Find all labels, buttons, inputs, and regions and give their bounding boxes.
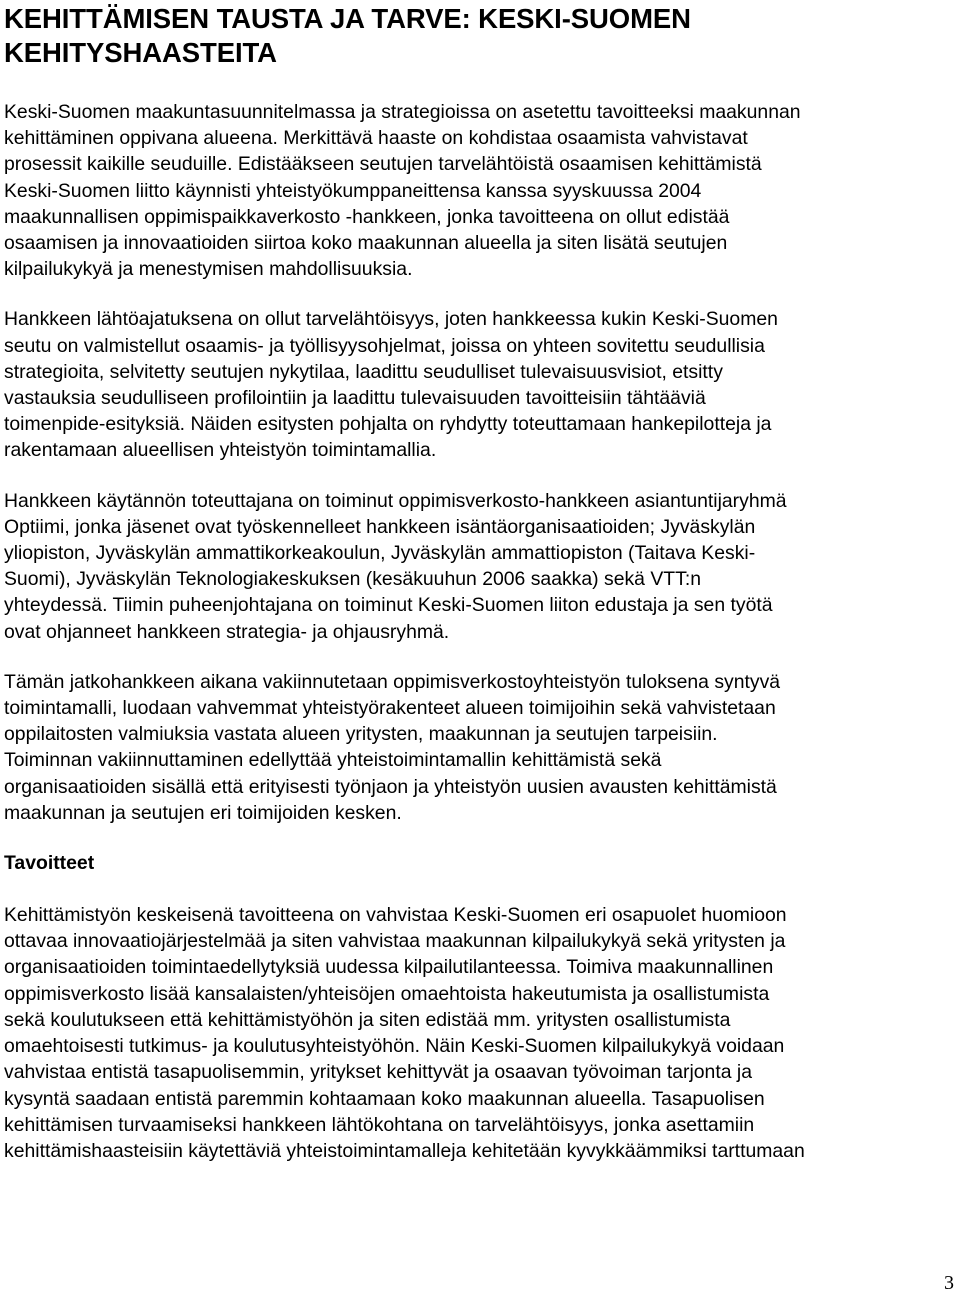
document-page bbox=[4, 0, 956, 1164]
text-line: kilpailukykyä ja menestymisen mahdollisuuksia. bbox=[4, 258, 413, 281]
text-line: Suomi), Jyväskylän Teknologiakeskuksen (kesäkuuhun 2006 saakka) sekä VTT:n bbox=[4, 568, 701, 591]
text-line: kysyntä saadaan entistä paremmin kohtaamaan koko maakunnan alueella. Tasapuolisen bbox=[4, 1087, 765, 1110]
subheading-goals: Tavoitteet bbox=[4, 852, 95, 875]
text-line: organisaatioiden sisällä että erityisesti työnjaon ja yhteistyön uusien avausten kehittämistä bbox=[4, 775, 777, 798]
text-line: oppilaitosten valmiuksia vastata alueen yritysten, maakunnan ja seutujen tarpeisiin. bbox=[4, 723, 718, 746]
text-line: ottavaa innovaatiojärjestelmää ja siten vahvistaa maakunnan kilpailukykyä sekä yritysten ja bbox=[4, 930, 786, 953]
text-line: Toiminnan vakiinnuttaminen edellyttää yhteistoimintamallin kehittämistä sekä bbox=[4, 749, 662, 772]
paragraph-implementation bbox=[4, 488, 956, 645]
text-line: osaamisen ja innovaatioiden siirtoa koko maakunnan alueella ja siten lisätä seutujen bbox=[4, 232, 728, 255]
text-line: oppimisverkosto lisää kansalaisten/yhteisöjen omaehtoista hakeutumista ja osallistumista bbox=[4, 982, 770, 1005]
paragraph-starting-point bbox=[4, 306, 956, 463]
text-line: yliopiston, Jyväskylän ammattikorkeakoulun, Jyväskylän ammattiopiston (Taitava Keski- bbox=[4, 542, 756, 565]
text-line: Keski-Suomen liitto käynnisti yhteistyökumppaneittensa kanssa syyskuussa 2004 bbox=[4, 179, 702, 202]
text-line: prosessit kaikille seuduille. Edistääkseen seutujen tarvelähtöistä osaamisen kehittämistä bbox=[4, 153, 762, 176]
text-line: kehittämisen turvaamiseksi hankkeen lähtökohtana on tarvelähtöisyys, jonka asettamiin bbox=[4, 1113, 755, 1136]
text-line: vastauksia seudulliseen profilointiin ja laadittu tulevaisuuden tavoitteisiin tähtääviä bbox=[4, 387, 706, 410]
text-line: maakunnan ja seutujen eri toimijoiden kesken. bbox=[4, 801, 402, 824]
text-line: Keski-Suomen maakuntasuunnitelmassa ja strategioissa on asetettu tavoitteeksi maakunnan bbox=[4, 101, 801, 123]
heading-line: KEHITTÄMISEN TAUSTA JA TARVE: KESKI-SUOMEN bbox=[4, 3, 691, 34]
heading-line: KEHITYSHAASTEITA bbox=[4, 37, 277, 68]
text-line: seutu on valmistellut osaamis- ja työllisyysohjelmat, joissa on yhteen sovitettu seudullisia bbox=[4, 334, 765, 357]
text-line: omaehtoisesti tutkimus- ja koulutusyhteistyöhön. Näin Keski-Suomen kilpailukykyä voidaan bbox=[4, 1035, 785, 1058]
text-line: toimenpide-esityksiä. Näiden esitysten pohjalta on ryhdytty toteuttamaan hankepilotteja ja bbox=[4, 413, 772, 436]
section-heading bbox=[4, 2, 956, 70]
text-line: organisaatioiden toimintaedellytyksiä uudessa kilpailutilanteessa. Toimiva maakunnallinen bbox=[4, 956, 774, 979]
text-line: Hankkeen käytännön toteuttajana on toiminut oppimisverkosto-hankkeen asiantuntijaryhmä bbox=[4, 489, 787, 512]
text-line: vahvistaa entistä tasapuolisemmin, yritykset kehittyvät ja osaavan työvoiman tarjonta ja bbox=[4, 1061, 752, 1084]
text-line: sekä koulutukseen että kehittämistyöhön ja siten edistää mm. yritysten osallistumista bbox=[4, 1008, 731, 1031]
text-line: kehittäminen oppivana alueena. Merkittävä haaste on kohdistaa osaamista vahvistavat bbox=[4, 127, 748, 150]
text-line: Kehittämistyön keskeisenä tavoitteena on vahvistaa Keski-Suomen eri osapuolet huomioon bbox=[4, 904, 787, 927]
text-line: ovat ohjanneet hankkeen strategia- ja ohjausryhmä. bbox=[4, 620, 450, 643]
paragraph-continuation bbox=[4, 669, 956, 826]
page-number: 3 bbox=[944, 1272, 954, 1294]
text-line: Optiimi, jonka jäsenet ovat työskennelleet hankkeen isäntäorganisaatioiden; Jyväskylän bbox=[4, 515, 756, 538]
text-line: strategioita, selvitetty seutujen nykytilaa, laadittu seudulliset tulevaisuusvisiot, etsitty bbox=[4, 360, 723, 383]
text-line: Hankkeen lähtöajatuksena on ollut tarvelähtöisyys, joten hankkeessa kukin Keski-Suomen bbox=[4, 308, 778, 331]
paragraph-background bbox=[4, 99, 956, 282]
text-line: Tämän jatkohankkeen aikana vakiinnutetaan oppimisverkostoyhteistyön tuloksena syntyvä bbox=[4, 670, 781, 693]
text-line: kehittämishaasteisiin käytettäviä yhteistoimintamalleja kehitetään kyvykkäämmiksi tarttumaan bbox=[4, 1139, 805, 1162]
paragraph-goals bbox=[4, 902, 956, 1164]
text-line: rakentamaan alueellisen yhteistyön toimintamallia. bbox=[4, 439, 437, 462]
text-line: yhteydessä. Tiimin puheenjohtajana on toiminut Keski-Suomen liiton edustaja ja sen työtä bbox=[4, 594, 773, 617]
text-line: toimintamalli, luodaan vahvemmat yhteistyörakenteet alueen toimijoihin sekä vahvistetaan bbox=[4, 697, 776, 720]
text-line: maakunnallisen oppimispaikkaverkosto -hankkeen, jonka tavoitteena on ollut edistää bbox=[4, 205, 730, 228]
